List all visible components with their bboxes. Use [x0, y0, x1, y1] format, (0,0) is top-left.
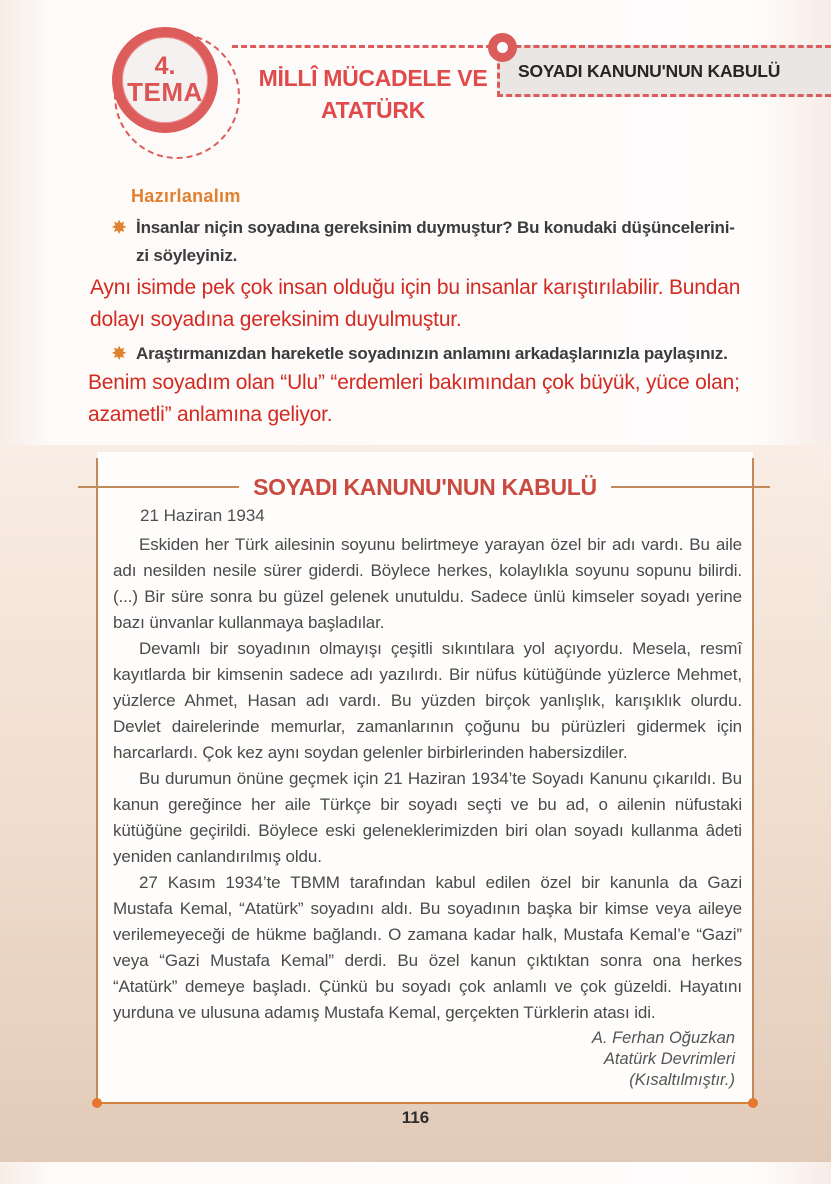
reading-paragraph: 27 Kasım 1934’te TBMM tarafından kabul edilen özel bir kanunla da Gazi Mustafa Kemal, “Atatürk” soyadını aldı. Bu soyadının başka bir kimse veya aileye verilemeyeceği de hükme bağlandı. O zamana kadar halk, Mustafa Kemal’e “Gazi” veya “Gazi Mustafa Kemal” derdi. Bu özel kanun çıktıktan sonra ona herkes “Atatürk” demeye başladı. Çünkü bu soyadı çok anlamlı ve çok güzeldi. Hayatını yurduna ve ulusuna adamış Mustafa Kemal, gerçekten Türklerin atası idi.	[113, 873, 742, 1022]
theme-number: 4.	[154, 52, 176, 80]
corner-dot-icon	[92, 1098, 102, 1108]
reading-attribution	[400, 1028, 735, 1091]
star-bullet-icon: ✸	[112, 218, 127, 237]
corner-dot-icon	[748, 1098, 758, 1108]
reading-date: 21 Haziran 1934	[140, 506, 265, 525]
reading-title: SOYADI KANUNU'NUN KABULÜ	[97, 474, 753, 501]
reading-body	[113, 532, 742, 1026]
prep-question-1-text: İnsanlar niçin soyadına gereksinim duymuştur? Bu konudaki düşüncelerini- zi söyleyiniz.	[136, 218, 735, 265]
attribution-note: (Kısaltılmıştır.)	[629, 1071, 735, 1089]
prep-question-2	[112, 340, 802, 368]
lesson-banner-title: SOYADI KANUNU'NUN KABULÜ	[518, 60, 781, 81]
box-left-line	[96, 458, 98, 1103]
reading-paragraph: Eskiden her Türk ailesinin soyunu belirtmeye yarayan özel bir adı vardı. Bu aile adı nesilden nesile sürer giderdi. Böylece herkes, kolaylıkla soyunu sopunu bilirdi. (...) Bir süre sonra bu güzel gelenek unutuldu. Sadece ünlü kimseler soyadı yerine bazı ünvanlar kullanmaya başladılar.	[113, 535, 742, 632]
reading-paragraph: Devamlı bir soyadının olmayışı çeşitli sıkıntılara yol açıyordu. Mesela, resmî kayıtlarda bir kimsenin sadece adı yazılırdı. Bir nüfus kütüğünde yüzlerce Mehmet, yüzlerce Ahmet, Hasan adı vardı. Bu yüzden birçok yanlışlık, karışıklık olurdu. Devlet dairelerinde memurlar, zamanlarının çoğunu bu pürüzleri gidermek için harcarlardı. Çok kez aynı soydan gelenler birbirlerinden habersizdiler.	[113, 639, 742, 762]
dashed-connector-line	[232, 45, 492, 48]
lesson-banner	[497, 45, 831, 97]
box-bottom-line	[97, 1102, 753, 1104]
theme-label: TEMA	[127, 77, 203, 107]
star-bullet-icon: ✸	[112, 344, 127, 363]
banner-dot-icon	[488, 33, 517, 62]
attribution-author: A. Ferhan Oğuzkan	[591, 1029, 735, 1047]
prep-question-1	[112, 214, 772, 270]
attribution-source: Atatürk Devrimleri	[603, 1050, 735, 1068]
handwritten-answer-2: Benim soyadım olan “Ulu” “erdemleri bakımından çok büyük, yüce olan; azametli” anlamına geliyor.	[88, 371, 740, 426]
page-number: 116	[401, 1108, 430, 1127]
prep-heading: Hazırlanalım	[131, 186, 241, 206]
box-right-line	[752, 458, 754, 1103]
theme-badge	[112, 27, 218, 133]
reading-paragraph: Bu durumun önüne geçmek için 21 Haziran 1934’te Soyadı Kanunu çıkarıldı. Bu kanun gereğince her aile Türkçe bir soyadı seçti ve bu ad, o ailenin nüfustaki kütüğüne geçirildi. Böylece eski geleneklerimizden biri olan soyadı kullanma âdeti yeniden canlandırılmış oldu.	[113, 769, 742, 866]
handwritten-answer-1: Aynı isimde pek çok insan olduğu için bu insanlar karıştırılabilir. Bundan dolayı soyadına gereksinim duyulmuştur.	[90, 276, 741, 331]
unit-title: MİLLÎ MÜCADELE VE ATATÜRK	[258, 65, 488, 123]
prep-question-2-text: Araştırmanızdan hareketle soyadınızın anlamını arkadaşlarınızla paylaşınız.	[136, 344, 728, 363]
